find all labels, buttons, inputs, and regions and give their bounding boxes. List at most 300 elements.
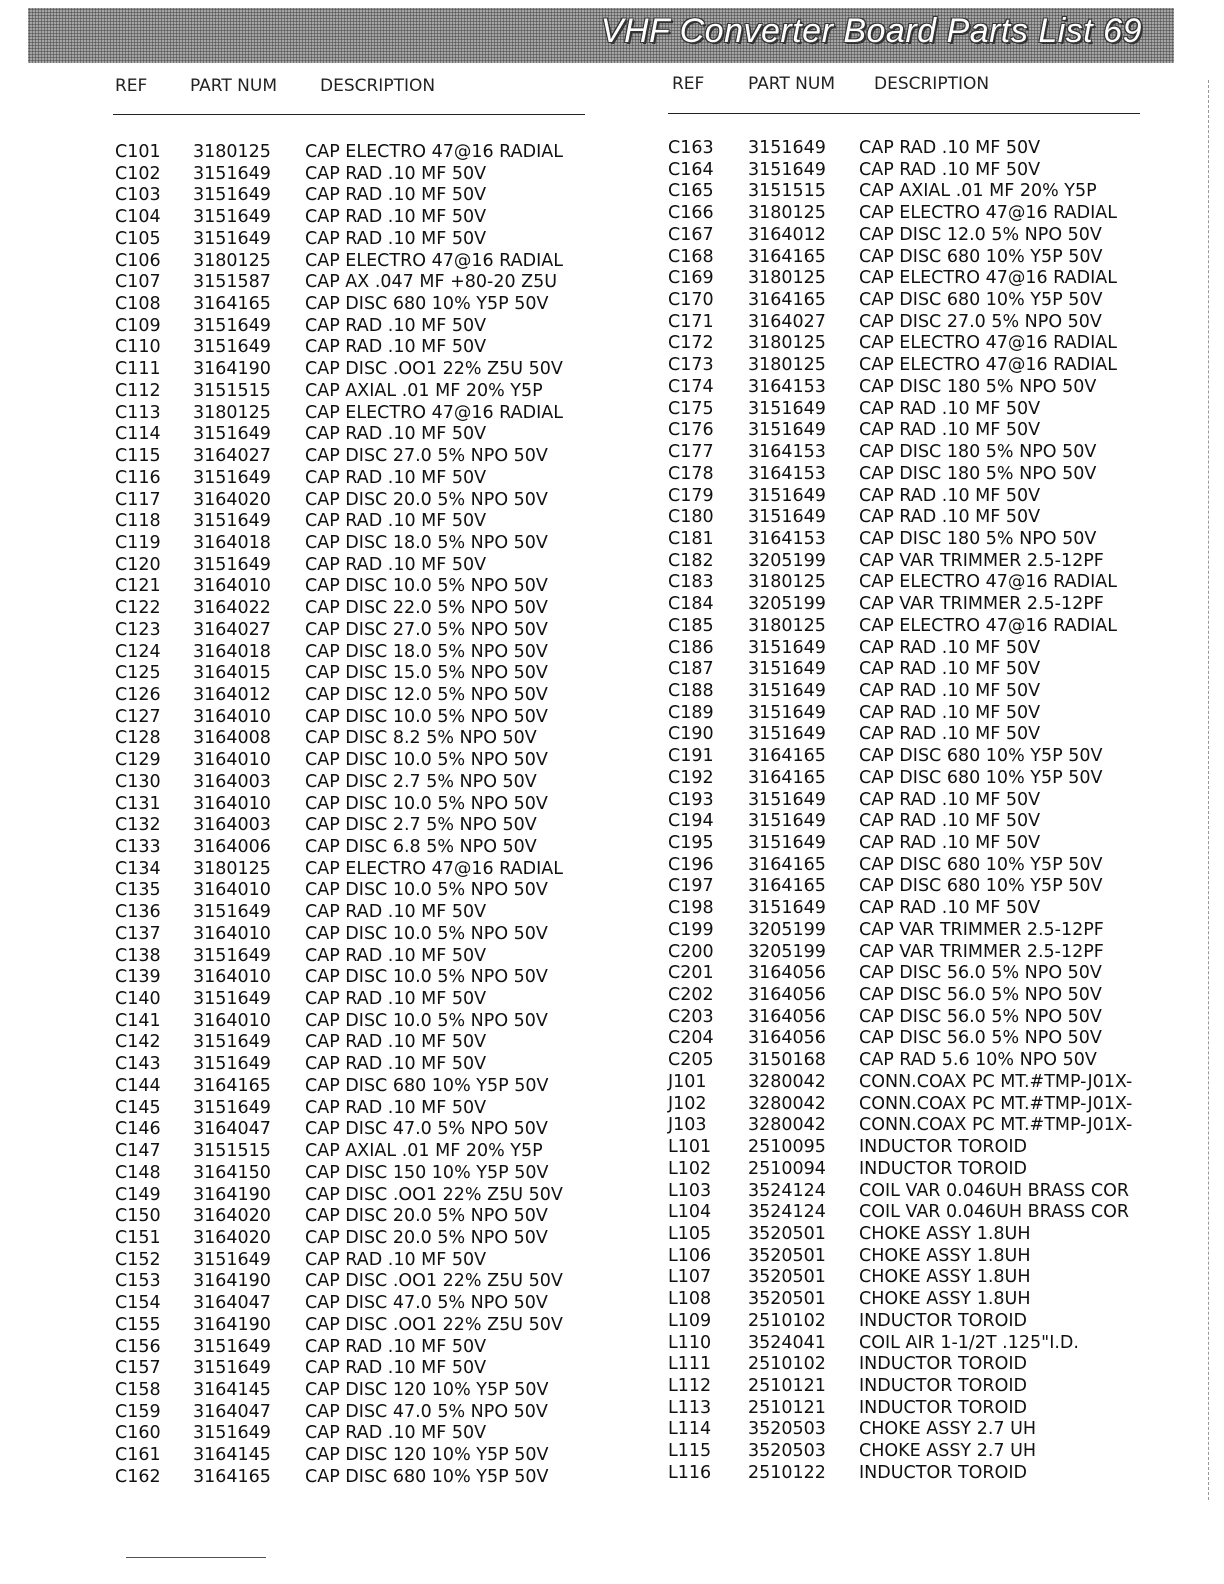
part-ref: C146 xyxy=(115,1119,161,1140)
part-description: CAP DISC 2.7 5% NPO 50V xyxy=(305,771,537,792)
left-description-header: DESCRIPTION xyxy=(320,76,436,96)
part-ref: C191 xyxy=(668,746,714,767)
parts-row xyxy=(115,707,595,729)
parts-row xyxy=(668,181,1188,203)
part-ref: C109 xyxy=(115,315,161,336)
part-ref: C126 xyxy=(115,684,161,705)
part-ref: C129 xyxy=(115,750,161,771)
part-number: 3180125 xyxy=(193,402,271,423)
parts-row xyxy=(668,225,1188,247)
left-ref-header: REF xyxy=(115,76,148,96)
part-description: CAP RAD .10 MF 50V xyxy=(305,1097,487,1118)
part-number: 2510102 xyxy=(748,1310,826,1331)
parts-list-left xyxy=(115,142,595,1489)
parts-row xyxy=(115,490,595,512)
part-number: 3180125 xyxy=(193,858,271,879)
right-header-rule xyxy=(668,113,1140,114)
part-number: 3151649 xyxy=(193,554,271,575)
header-band xyxy=(28,8,1174,63)
part-ref: C104 xyxy=(115,207,161,228)
part-ref: C187 xyxy=(668,659,714,680)
parts-row xyxy=(115,1293,595,1315)
part-number: 3164145 xyxy=(193,1445,271,1466)
parts-row xyxy=(115,1206,595,1228)
part-number: 3151649 xyxy=(748,680,826,701)
part-number: 3164018 xyxy=(193,532,271,553)
parts-row xyxy=(115,750,595,772)
part-number: 3151649 xyxy=(193,467,271,488)
part-description: COIL AIR 1-1/2T .125"I.D. xyxy=(859,1332,1079,1353)
part-number: 3205199 xyxy=(748,941,826,962)
part-description: CAP ELECTRO 47@16 RADIAL xyxy=(305,402,563,423)
parts-row xyxy=(668,1311,1188,1333)
parts-row xyxy=(668,1354,1188,1376)
part-ref: J103 xyxy=(668,1115,707,1136)
part-ref: C127 xyxy=(115,706,161,727)
part-number: 3180125 xyxy=(748,268,826,289)
part-ref: L110 xyxy=(668,1332,712,1353)
part-number: 3164020 xyxy=(193,1206,271,1227)
part-description: CAP ELECTRO 47@16 RADIAL xyxy=(859,615,1117,636)
parts-row xyxy=(115,728,595,750)
parts-row xyxy=(668,464,1188,486)
part-description: INDUCTOR TOROID xyxy=(859,1158,1027,1179)
part-number: 3164047 xyxy=(193,1293,271,1314)
part-number: 3151649 xyxy=(748,398,826,419)
part-description: CAP ELECTRO 47@16 RADIAL xyxy=(305,142,563,162)
parts-row xyxy=(668,1333,1188,1355)
part-description: CAP DISC 10.0 5% NPO 50V xyxy=(305,793,548,814)
part-ref: L105 xyxy=(668,1223,712,1244)
part-description: CAP ELECTRO 47@16 RADIAL xyxy=(859,333,1117,354)
part-description: CAP RAD .10 MF 50V xyxy=(859,637,1041,658)
part-ref: C161 xyxy=(115,1445,161,1466)
part-number: 3151649 xyxy=(193,1097,271,1118)
parts-row xyxy=(668,1267,1188,1289)
part-description: CAP DISC 12.0 5% NPO 50V xyxy=(305,684,548,705)
right-description-header: DESCRIPTION xyxy=(874,74,990,94)
parts-row xyxy=(115,1141,595,1163)
part-description: CAP RAD .10 MF 50V xyxy=(859,789,1041,810)
part-description: CAP RAD .10 MF 50V xyxy=(859,420,1041,441)
part-number: 3164012 xyxy=(193,684,271,705)
part-number: 3151649 xyxy=(193,1032,271,1053)
part-number: 3205199 xyxy=(748,594,826,615)
parts-row xyxy=(668,1463,1188,1485)
part-description: CAP RAD .10 MF 50V xyxy=(305,185,487,206)
parts-row xyxy=(668,1419,1188,1441)
part-number: 3180125 xyxy=(748,203,826,224)
part-number: 2510102 xyxy=(748,1354,826,1375)
parts-row xyxy=(115,142,595,164)
parts-row xyxy=(115,185,595,207)
part-description: INDUCTOR TOROID xyxy=(859,1462,1027,1483)
part-number: 3164003 xyxy=(193,815,271,836)
part-description: CHOKE ASSY 1.8UH xyxy=(859,1289,1031,1310)
part-description: CAP RAD .10 MF 50V xyxy=(305,902,487,923)
part-number: 3524124 xyxy=(748,1180,826,1201)
part-number: 3151649 xyxy=(193,1423,271,1444)
part-description: CAP DISC 680 10% Y5P 50V xyxy=(305,1466,549,1487)
parts-row xyxy=(115,1358,595,1380)
part-description: CAP DISC 180 5% NPO 50V xyxy=(859,463,1097,484)
part-number: 3205199 xyxy=(748,550,826,571)
part-ref: C135 xyxy=(115,880,161,901)
part-description: CAP RAD 5.6 10% NPO 50V xyxy=(859,1050,1097,1071)
part-number: 3151649 xyxy=(193,207,271,228)
part-ref: C176 xyxy=(668,420,714,441)
part-ref: C148 xyxy=(115,1162,161,1183)
part-ref: C105 xyxy=(115,228,161,249)
part-description: CAP DISC 20.0 5% NPO 50V xyxy=(305,1227,548,1248)
parts-row xyxy=(115,1445,595,1467)
parts-row xyxy=(668,486,1188,508)
parts-row xyxy=(115,794,595,816)
part-number: 3164165 xyxy=(193,1466,271,1487)
part-ref: C172 xyxy=(668,333,714,354)
part-description: CAP RAD .10 MF 50V xyxy=(305,1032,487,1053)
parts-row xyxy=(668,942,1188,964)
part-ref: C122 xyxy=(115,598,161,619)
part-number: 3164047 xyxy=(193,1401,271,1422)
part-description: CAP RAD .10 MF 50V xyxy=(305,163,487,184)
parts-row xyxy=(668,1137,1188,1159)
part-description: CAP AXIAL .01 MF 20% Y5P xyxy=(305,1141,543,1162)
parts-row xyxy=(668,1376,1188,1398)
part-number: 3151649 xyxy=(748,789,826,810)
part-ref: C139 xyxy=(115,967,161,988)
part-description: CHOKE ASSY 1.8UH xyxy=(859,1267,1031,1288)
part-ref: C141 xyxy=(115,1010,161,1031)
part-number: 3164047 xyxy=(193,1119,271,1140)
part-number: 3164027 xyxy=(748,311,826,332)
part-number: 3164010 xyxy=(193,923,271,944)
part-description: CAP RAD .10 MF 50V xyxy=(859,485,1041,506)
part-ref: L102 xyxy=(668,1158,712,1179)
part-description: CAP RAD .10 MF 50V xyxy=(305,1336,487,1357)
parts-row xyxy=(668,746,1188,768)
part-description: CAP RAD .10 MF 50V xyxy=(859,138,1041,158)
part-ref: C119 xyxy=(115,532,161,553)
part-description: CAP RAD .10 MF 50V xyxy=(305,1249,487,1270)
parts-row xyxy=(115,685,595,707)
parts-row xyxy=(668,1224,1188,1246)
parts-row xyxy=(115,1315,595,1337)
part-description: CAP DISC 20.0 5% NPO 50V xyxy=(305,1206,548,1227)
part-description: CAP DISC .OO1 22% Z5U 50V xyxy=(305,1314,563,1335)
part-ref: C143 xyxy=(115,1054,161,1075)
parts-row xyxy=(668,985,1188,1007)
parts-row xyxy=(668,616,1188,638)
part-description: CAP AXIAL .01 MF 20% Y5P xyxy=(305,380,543,401)
parts-row xyxy=(668,290,1188,312)
parts-row xyxy=(115,251,595,273)
parts-row xyxy=(668,138,1188,160)
part-number: 3205199 xyxy=(748,919,826,940)
part-ref: C113 xyxy=(115,402,161,423)
part-ref: C123 xyxy=(115,619,161,640)
part-description: CAP DISC 2.7 5% NPO 50V xyxy=(305,815,537,836)
part-number: 3164165 xyxy=(193,1075,271,1096)
part-ref: C151 xyxy=(115,1227,161,1248)
parts-row xyxy=(115,403,595,425)
part-description: CAP DISC .OO1 22% Z5U 50V xyxy=(305,359,563,380)
part-description: CAP VAR TRIMMER 2.5-12PF xyxy=(859,941,1104,962)
part-description: CAP VAR TRIMMER 2.5-12PF xyxy=(859,919,1104,940)
part-description: CAP DISC 680 10% Y5P 50V xyxy=(305,294,549,315)
parts-row xyxy=(668,1094,1188,1116)
left-header-rule xyxy=(113,114,585,115)
part-description: CAP ELECTRO 47@16 RADIAL xyxy=(859,572,1117,593)
part-description: CAP RAD .10 MF 50V xyxy=(305,989,487,1010)
part-description: CAP DISC 120 10% Y5P 50V xyxy=(305,1379,549,1400)
parts-row xyxy=(115,620,595,642)
part-ref: C154 xyxy=(115,1293,161,1314)
part-description: CAP ELECTRO 47@16 RADIAL xyxy=(305,858,563,879)
part-ref: C180 xyxy=(668,507,714,528)
part-ref: C101 xyxy=(115,142,161,162)
parts-row xyxy=(668,790,1188,812)
part-ref: C158 xyxy=(115,1379,161,1400)
part-ref: C202 xyxy=(668,985,714,1006)
part-description: CAP DISC 680 10% Y5P 50V xyxy=(305,1075,549,1096)
part-number: 3520501 xyxy=(748,1223,826,1244)
part-description: CAP DISC 18.0 5% NPO 50V xyxy=(305,641,548,662)
part-ref: C164 xyxy=(668,159,714,180)
part-ref: C170 xyxy=(668,290,714,311)
part-description: CONN.COAX PC MT.#TMP-J01X- xyxy=(859,1093,1133,1114)
parts-row xyxy=(668,572,1188,594)
part-number: 3164165 xyxy=(748,290,826,311)
part-ref: C204 xyxy=(668,1028,714,1049)
parts-row xyxy=(668,594,1188,616)
part-ref: C111 xyxy=(115,359,161,380)
parts-row xyxy=(115,989,595,1011)
part-ref: C192 xyxy=(668,767,714,788)
part-number: 3164027 xyxy=(193,446,271,467)
part-number: 3151649 xyxy=(193,1336,271,1357)
part-ref: L108 xyxy=(668,1289,712,1310)
part-ref: C124 xyxy=(115,641,161,662)
part-ref: C160 xyxy=(115,1423,161,1444)
part-description: CAP DISC 680 10% Y5P 50V xyxy=(859,876,1103,897)
part-description: CAP RAD .10 MF 50V xyxy=(305,207,487,228)
part-description: CONN.COAX PC MT.#TMP-J01X- xyxy=(859,1115,1133,1136)
part-number: 3151649 xyxy=(748,702,826,723)
part-ref: L101 xyxy=(668,1137,712,1158)
part-ref: C201 xyxy=(668,963,714,984)
parts-row xyxy=(115,207,595,229)
part-description: CAP DISC 47.0 5% NPO 50V xyxy=(305,1119,548,1140)
part-number: 3151649 xyxy=(193,945,271,966)
parts-row xyxy=(668,312,1188,334)
part-ref: C194 xyxy=(668,811,714,832)
part-number: 3151649 xyxy=(748,420,826,441)
part-description: INDUCTOR TOROID xyxy=(859,1375,1027,1396)
part-description: CAP RAD .10 MF 50V xyxy=(305,337,487,358)
part-ref: C102 xyxy=(115,163,161,184)
part-description: CHOKE ASSY 2.7 UH xyxy=(859,1441,1037,1462)
part-description: CAP RAD .10 MF 50V xyxy=(859,507,1041,528)
part-ref: C159 xyxy=(115,1401,161,1422)
parts-row xyxy=(115,1076,595,1098)
part-ref: C186 xyxy=(668,637,714,658)
parts-row xyxy=(115,1402,595,1424)
part-description: CAP RAD .10 MF 50V xyxy=(859,898,1041,919)
part-ref: C203 xyxy=(668,1006,714,1027)
part-description: CAP AXIAL .01 MF 20% Y5P xyxy=(859,181,1097,202)
part-description: CAP DISC 680 10% Y5P 50V xyxy=(859,290,1103,311)
parts-row xyxy=(115,837,595,859)
part-description: CAP DISC 10.0 5% NPO 50V xyxy=(305,1010,548,1031)
parts-row xyxy=(115,1098,595,1120)
part-number: 3151649 xyxy=(748,637,826,658)
part-description: CAP RAD .10 MF 50V xyxy=(859,680,1041,701)
parts-row xyxy=(668,898,1188,920)
part-number: 3151649 xyxy=(748,724,826,745)
part-description: CAP ELECTRO 47@16 RADIAL xyxy=(859,203,1117,224)
part-description: CAP RAD .10 MF 50V xyxy=(305,554,487,575)
parts-row xyxy=(115,511,595,533)
part-description: CAP DISC 27.0 5% NPO 50V xyxy=(305,619,548,640)
right-ref-header: REF xyxy=(672,74,705,94)
part-ref: C117 xyxy=(115,489,161,510)
part-number: 3164006 xyxy=(193,837,271,857)
part-description: CAP VAR TRIMMER 2.5-12PF xyxy=(859,594,1104,615)
parts-row xyxy=(668,420,1188,442)
part-number: 3164012 xyxy=(748,224,826,245)
part-number: 3151649 xyxy=(748,507,826,528)
part-description: CHOKE ASSY 1.8UH xyxy=(859,1245,1031,1266)
part-description: CAP RAD .10 MF 50V xyxy=(305,228,487,249)
parts-row xyxy=(115,1380,595,1402)
part-number: 3520501 xyxy=(748,1245,826,1266)
part-number: 3164153 xyxy=(748,528,826,549)
part-number: 3151649 xyxy=(748,485,826,506)
part-number: 3164153 xyxy=(748,376,826,397)
part-ref: C195 xyxy=(668,833,714,853)
parts-row xyxy=(115,555,595,577)
parts-row xyxy=(115,642,595,664)
part-ref: C138 xyxy=(115,945,161,966)
part-ref: C175 xyxy=(668,398,714,419)
parts-row xyxy=(668,1246,1188,1268)
part-description: CAP RAD .10 MF 50V xyxy=(305,315,487,336)
part-description: CAP DISC 18.0 5% NPO 50V xyxy=(305,532,548,553)
part-ref: C136 xyxy=(115,902,161,923)
part-number: 3164003 xyxy=(193,771,271,792)
part-description: CAP RAD .10 MF 50V xyxy=(305,1423,487,1444)
part-description: CAP DISC 56.0 5% NPO 50V xyxy=(859,1028,1102,1049)
part-description: CAP RAD .10 MF 50V xyxy=(859,811,1041,832)
part-number: 3164165 xyxy=(748,854,826,875)
part-number: 3164020 xyxy=(193,489,271,510)
part-ref: C115 xyxy=(115,446,161,467)
part-description: CAP DISC 680 10% Y5P 50V xyxy=(859,246,1103,267)
parts-row xyxy=(115,1250,595,1272)
part-number: 3280042 xyxy=(748,1093,826,1114)
part-ref: C168 xyxy=(668,246,714,267)
part-description: INDUCTOR TOROID xyxy=(859,1354,1027,1375)
part-number: 3164165 xyxy=(193,294,271,315)
parts-row xyxy=(668,833,1188,855)
parts-row xyxy=(115,663,595,685)
parts-row xyxy=(115,446,595,468)
part-number: 3520503 xyxy=(748,1441,826,1462)
parts-row xyxy=(115,381,595,403)
part-ref: C183 xyxy=(668,572,714,593)
part-ref: L104 xyxy=(668,1202,712,1223)
parts-row xyxy=(668,1289,1188,1311)
part-number: 3164010 xyxy=(193,1010,271,1031)
part-ref: C198 xyxy=(668,898,714,919)
part-ref: C132 xyxy=(115,815,161,836)
part-ref: C118 xyxy=(115,511,161,532)
part-ref: C157 xyxy=(115,1358,161,1379)
part-description: CAP RAD .10 MF 50V xyxy=(305,1358,487,1379)
part-ref: L115 xyxy=(668,1441,712,1462)
part-description: CAP DISC 10.0 5% NPO 50V xyxy=(305,576,548,597)
parts-row xyxy=(115,1337,595,1359)
part-number: 3180125 xyxy=(193,250,271,271)
part-description: INDUCTOR TOROID xyxy=(859,1397,1027,1418)
part-description: CAP DISC 56.0 5% NPO 50V xyxy=(859,985,1102,1006)
part-ref: C137 xyxy=(115,923,161,944)
part-number: 3164150 xyxy=(193,1162,271,1183)
part-number: 3164010 xyxy=(193,793,271,814)
parts-row xyxy=(115,1185,595,1207)
part-description: CAP RAD .10 MF 50V xyxy=(305,1054,487,1075)
parts-row xyxy=(668,1398,1188,1420)
parts-row xyxy=(668,1181,1188,1203)
parts-row xyxy=(115,946,595,968)
part-ref: C173 xyxy=(668,355,714,376)
part-ref: C144 xyxy=(115,1075,161,1096)
parts-row xyxy=(668,160,1188,182)
part-ref: L112 xyxy=(668,1375,712,1396)
part-ref: C116 xyxy=(115,467,161,488)
part-number: 3180125 xyxy=(193,142,271,162)
parts-row xyxy=(668,768,1188,790)
part-ref: C120 xyxy=(115,554,161,575)
part-number: 3151649 xyxy=(193,424,271,445)
part-number: 3150168 xyxy=(748,1050,826,1071)
parts-row xyxy=(115,967,595,989)
part-number: 3164056 xyxy=(748,985,826,1006)
part-number: 3151649 xyxy=(193,511,271,532)
part-number: 3151649 xyxy=(748,811,826,832)
part-number: 3520501 xyxy=(748,1289,826,1310)
part-description: CAP ELECTRO 47@16 RADIAL xyxy=(859,268,1117,289)
part-number: 2510121 xyxy=(748,1397,826,1418)
parts-row xyxy=(115,1032,595,1054)
part-ref: C205 xyxy=(668,1050,714,1071)
parts-row xyxy=(668,1202,1188,1224)
part-description: CAP DISC 15.0 5% NPO 50V xyxy=(305,663,548,684)
part-ref: C131 xyxy=(115,793,161,814)
part-description: CAP DISC 6.8 5% NPO 50V xyxy=(305,837,537,857)
part-ref: C140 xyxy=(115,989,161,1010)
part-description: CAP DISC 680 10% Y5P 50V xyxy=(859,746,1103,767)
part-number: 3151649 xyxy=(193,315,271,336)
part-number: 3151587 xyxy=(193,272,271,293)
part-number: 3164165 xyxy=(748,767,826,788)
parts-row xyxy=(668,399,1188,421)
part-ref: C107 xyxy=(115,272,161,293)
part-ref: C178 xyxy=(668,463,714,484)
part-description: CAP RAD .10 MF 50V xyxy=(859,159,1041,180)
parts-row xyxy=(668,811,1188,833)
